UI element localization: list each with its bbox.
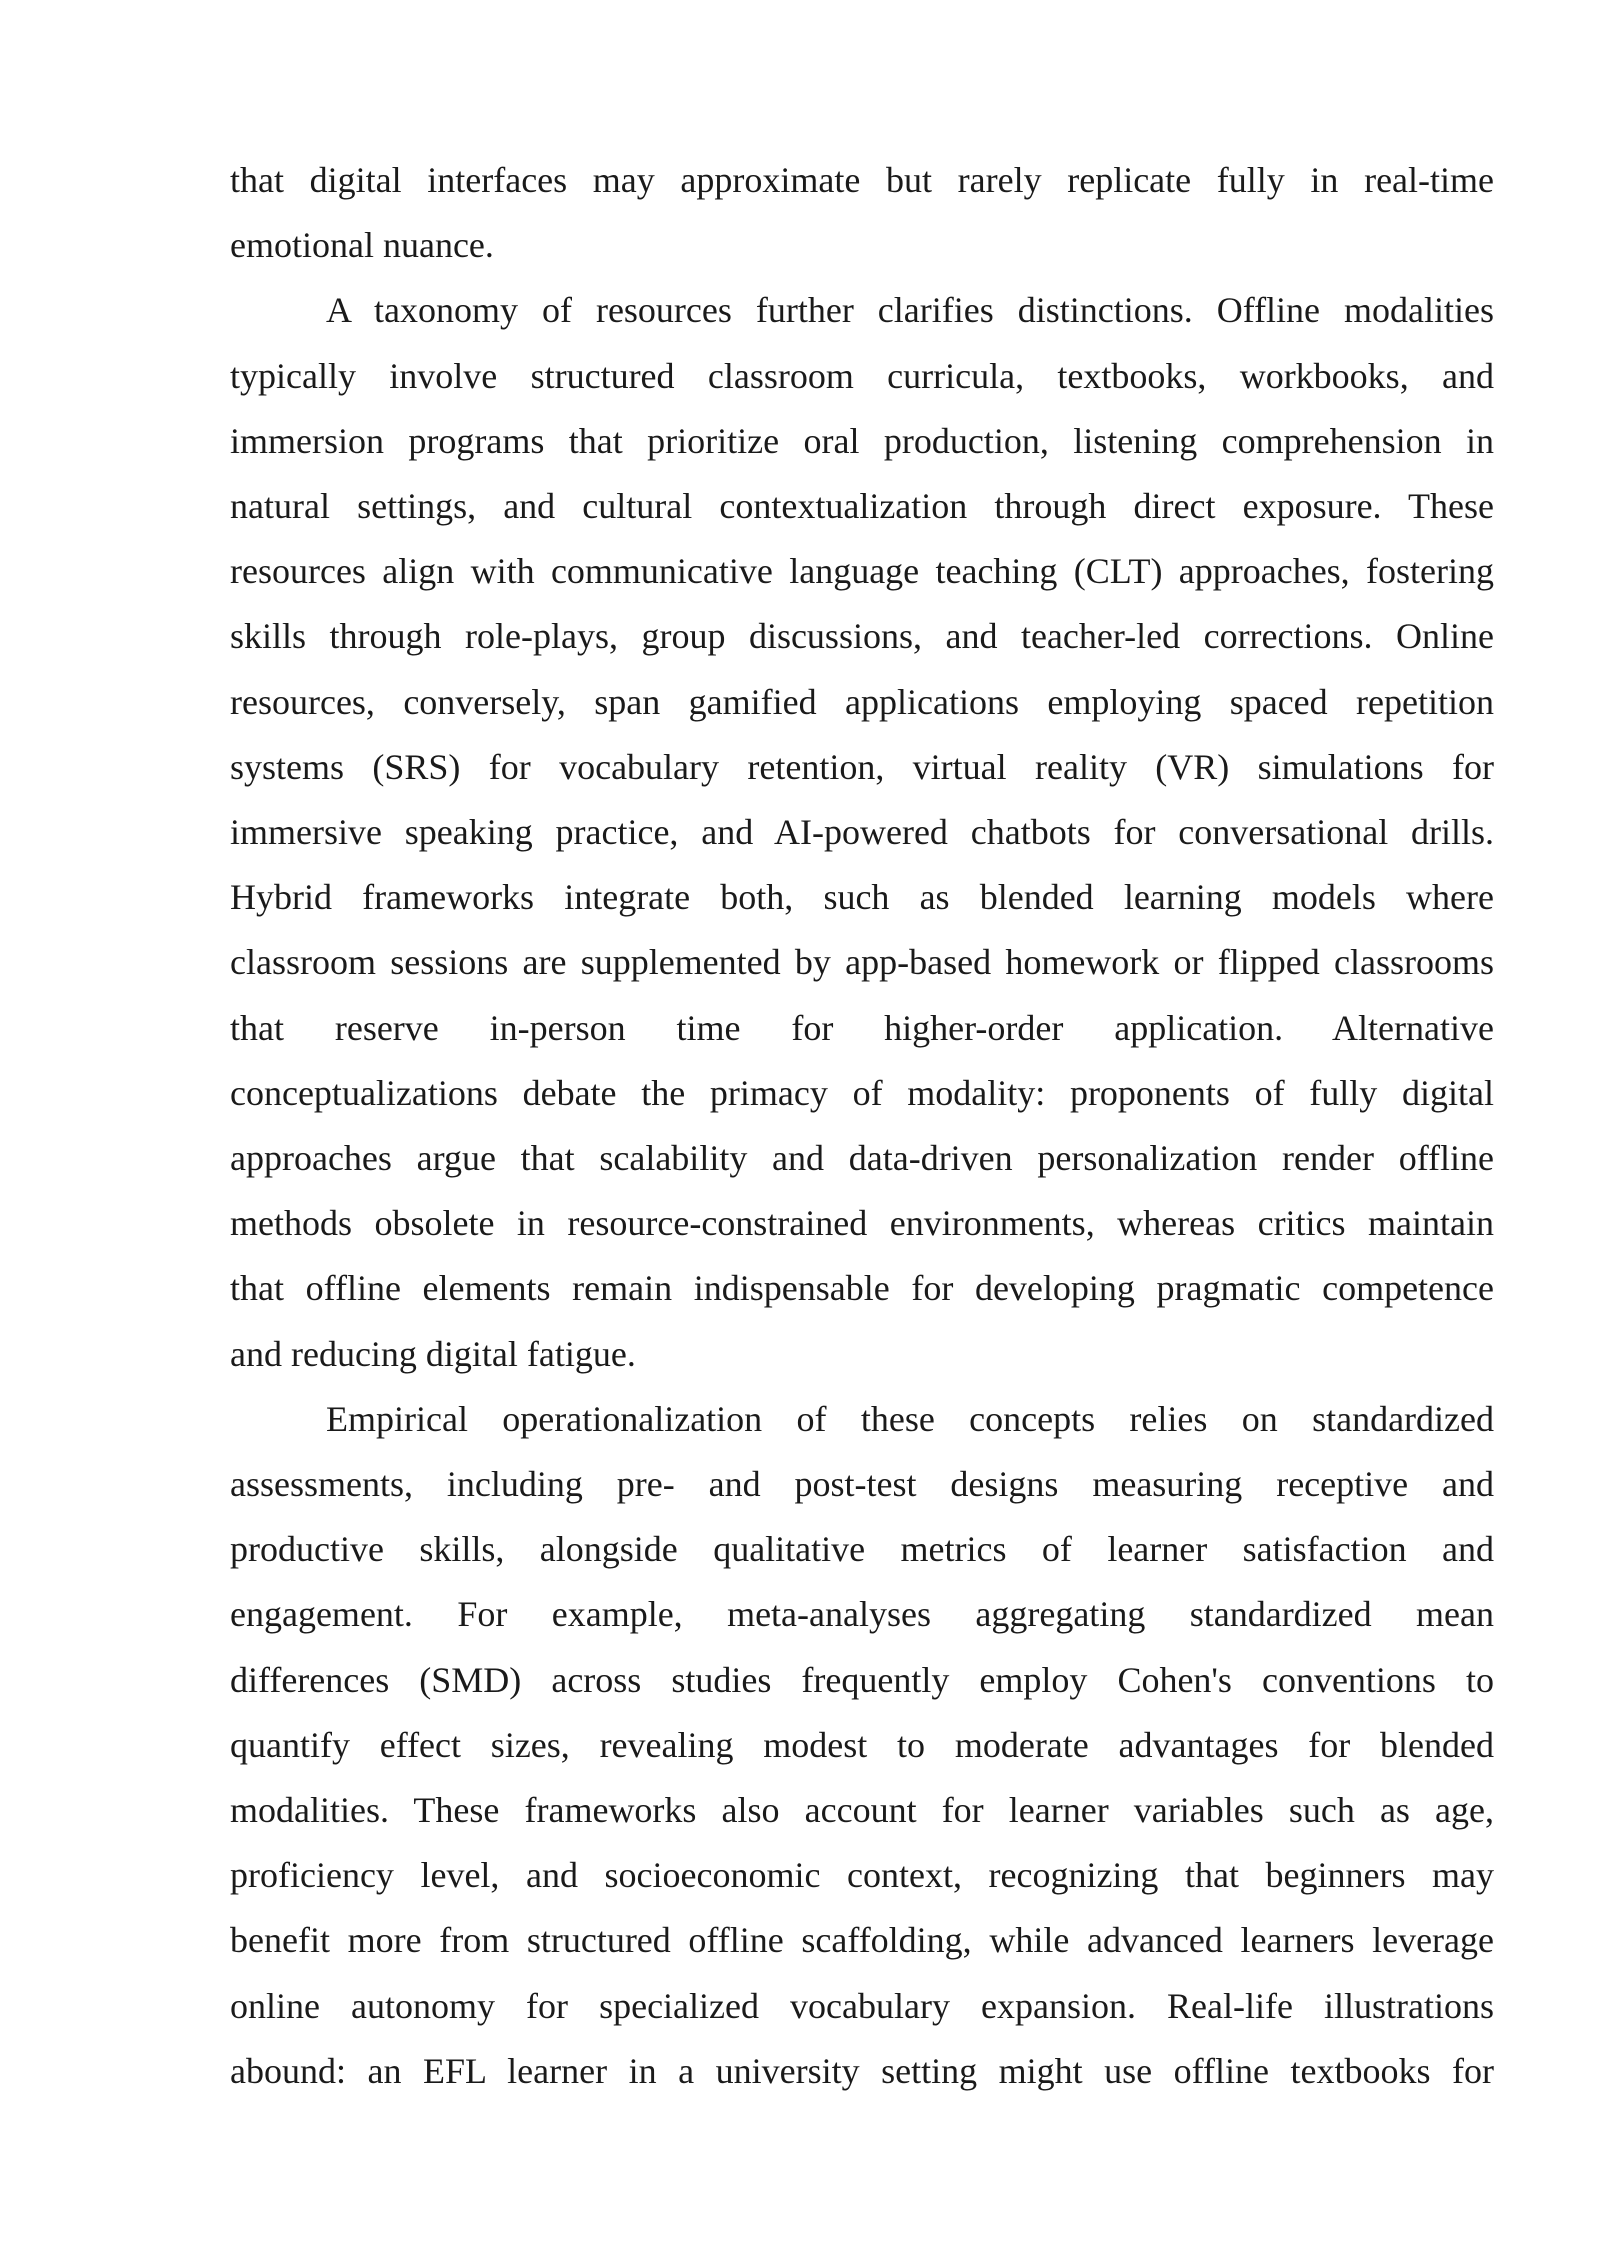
text-line: assessments, including pre- and post-test designs measuring receptive and xyxy=(230,1464,1494,1505)
text-line: approaches argue that scalability and data-driven personalization render offline xyxy=(230,1138,1494,1179)
text-line: resources align with communicative language teaching (CLT) approaches, fostering xyxy=(230,551,1494,592)
text-line: and reducing digital fatigue. xyxy=(230,1333,636,1374)
text-line: Hybrid frameworks integrate both, such as blended learning models where xyxy=(230,877,1494,918)
text-line: that offline elements remain indispensable for developing pragmatic competence xyxy=(230,1268,1494,1309)
text-line: online autonomy for specialized vocabulary expansion. Real-life illustrations xyxy=(230,1985,1494,2026)
text-line: resources, conversely, span gamified applications employing spaced repetition xyxy=(230,681,1494,722)
text-line: quantify effect sizes, revealing modest to moderate advantages for blended xyxy=(230,1724,1494,1765)
text-line: proficiency level, and socioeconomic context, recognizing that beginners may xyxy=(230,1855,1494,1896)
text-line: Empirical operationalization of these concepts relies on standardized xyxy=(326,1398,1494,1439)
text-line: immersion programs that prioritize oral production, listening comprehension in xyxy=(230,420,1494,461)
text-line: typically involve structured classroom curricula, textbooks, workbooks, and xyxy=(230,355,1494,396)
document-body xyxy=(230,148,1494,2104)
text-line: that digital interfaces may approximate but rarely replicate fully in real-time xyxy=(230,160,1494,200)
text-line: methods obsolete in resource-constrained environments, whereas critics maintain xyxy=(230,1203,1494,1244)
text-line: classroom sessions are supplemented by app-based homework or flipped classrooms xyxy=(230,942,1494,983)
text-line: productive skills, alongside qualitative metrics of learner satisfaction and xyxy=(230,1529,1494,1570)
text-line: emotional nuance. xyxy=(230,225,494,266)
text-line: immersive speaking practice, and AI-powered chatbots for conversational drills. xyxy=(230,812,1494,853)
text-line: engagement. For example, meta-analyses aggregating standardized mean xyxy=(230,1594,1494,1635)
paragraph xyxy=(230,148,1494,278)
paragraph xyxy=(230,278,1494,1386)
text-line: systems (SRS) for vocabulary retention, virtual reality (VR) simulations for xyxy=(230,746,1494,787)
text-line: that reserve in-person time for higher-order application. Alternative xyxy=(230,1007,1494,1048)
text-line: benefit more from structured offline scaffolding, while advanced learners leverage xyxy=(230,1920,1494,1961)
text-line: abound: an EFL learner in a university setting might use offline textbooks for xyxy=(230,2050,1494,2091)
text-line: conceptualizations debate the primacy of modality: proponents of fully digital xyxy=(230,1072,1494,1113)
text-line: A taxonomy of resources further clarifies distinctions. Offline modalities xyxy=(326,290,1494,331)
paragraph xyxy=(230,1387,1494,2104)
text-line: skills through role-plays, group discussions, and teacher-led corrections. Online xyxy=(230,616,1494,657)
text-line: natural settings, and cultural contextualization through direct exposure. These xyxy=(230,486,1494,527)
text-line: modalities. These frameworks also account for learner variables such as age, xyxy=(230,1790,1494,1831)
text-line: differences (SMD) across studies frequently employ Cohen's conventions to xyxy=(230,1659,1494,1700)
